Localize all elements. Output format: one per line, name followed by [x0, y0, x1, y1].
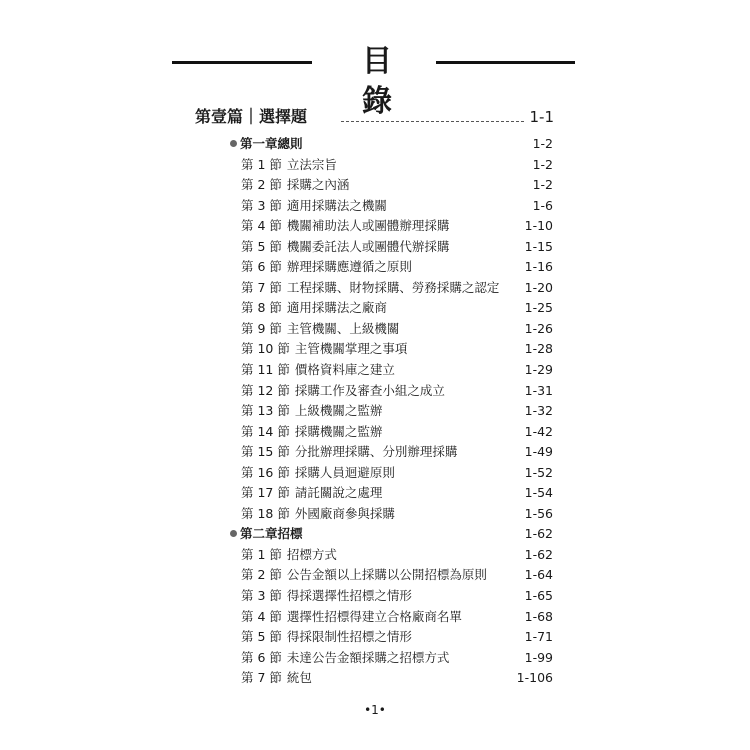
entry-heading [241, 485, 382, 500]
entry-number: 第 4 節 [241, 608, 282, 624]
entry-title: 總則 [277, 136, 303, 151]
section-entry[interactable] [230, 627, 555, 648]
entry-title: 工程採購、財物採購、勞務採購之認定 [286, 279, 500, 295]
section-entry[interactable] [230, 504, 555, 525]
section-entry[interactable] [230, 463, 555, 484]
entry-number: 第 16 節 [241, 464, 290, 480]
entry-heading [241, 198, 387, 213]
section-entry[interactable] [230, 298, 555, 319]
entry-title: 未達公告金額採購之招標方式 [286, 649, 450, 665]
entry-heading [241, 177, 349, 192]
heading-rule-left [172, 61, 312, 64]
bullet-icon [230, 140, 237, 147]
part-entry[interactable] [195, 106, 554, 128]
entry-title: 採購之內涵 [286, 177, 350, 193]
section-entry[interactable] [230, 442, 555, 463]
part-label: 第壹篇｜選擇題 [195, 107, 308, 126]
entry-page-number: 1-42 [524, 423, 553, 439]
section-entry[interactable] [230, 319, 555, 340]
section-entry[interactable] [230, 565, 555, 586]
section-entry[interactable] [230, 607, 555, 628]
entry-title: 公告金額以上採購以公開招標為原則 [286, 567, 487, 583]
entry-number: 第 15 節 [241, 444, 290, 460]
entry-number: 第 5 節 [241, 238, 282, 254]
entry-title: 主管機關掌理之事項 [294, 341, 408, 357]
entry-title: 採購人員迴避原則 [294, 464, 395, 480]
dot-leader [341, 121, 524, 122]
entry-title: 得採選擇性招標之情形 [286, 588, 412, 604]
section-entry[interactable] [230, 278, 555, 299]
entry-number: 第 14 節 [241, 423, 290, 439]
entry-heading [241, 383, 445, 398]
entry-page-number: 1-16 [524, 259, 553, 275]
entry-number: 第 5 節 [241, 629, 282, 645]
entry-page-number: 1-54 [524, 485, 553, 501]
section-entry[interactable] [230, 668, 555, 689]
entry-number: 第 18 節 [241, 505, 290, 521]
entry-number: 第 6 節 [241, 649, 282, 665]
entry-number: 第 10 節 [241, 341, 290, 357]
heading-rule-right [436, 61, 575, 64]
entry-page-number: 1-62 [524, 526, 553, 542]
entry-heading [241, 341, 407, 356]
entry-page-number: 1-26 [524, 320, 553, 336]
entry-page-number: 1-106 [516, 670, 553, 686]
entry-heading [241, 239, 449, 254]
entry-number: 第 8 節 [241, 300, 282, 316]
entry-page-number: 1-25 [524, 300, 553, 316]
entry-page-number: 1-64 [524, 567, 553, 583]
entry-title: 主管機關、上級機關 [286, 320, 400, 336]
entry-number: 第 6 節 [241, 259, 282, 275]
entry-number: 第 1 節 [241, 546, 282, 562]
entry-page-number: 1-15 [524, 238, 553, 254]
entry-title: 招標方式 [286, 546, 337, 562]
entry-number: 第一章 [240, 136, 278, 151]
section-entry[interactable] [230, 381, 555, 402]
entry-title: 分批辦理採購、分別辦理採購 [294, 444, 458, 460]
entry-title: 機關補助法人或團體辦理採購 [286, 218, 450, 234]
entry-number: 第 7 節 [241, 670, 282, 686]
section-entry[interactable] [230, 648, 555, 669]
part-page-number: 1-1 [529, 108, 554, 126]
entry-page-number: 1-56 [524, 505, 553, 521]
section-entry[interactable] [230, 237, 555, 258]
entry-heading [241, 629, 412, 644]
entry-number: 第 17 節 [241, 485, 290, 501]
entry-title: 機關委託法人或團體代辦採購 [286, 238, 450, 254]
section-entry[interactable] [230, 216, 555, 237]
bullet-icon [230, 530, 237, 537]
entry-heading [241, 567, 487, 582]
entry-title: 統包 [286, 670, 312, 686]
entry-title: 得採限制性招標之情形 [286, 629, 412, 645]
entry-number: 第 4 節 [241, 218, 282, 234]
entry-page-number: 1-29 [524, 362, 553, 378]
entry-page-number: 1-2 [532, 136, 553, 151]
page-title: 目 錄 [362, 44, 412, 119]
page-number-footer: •1• [364, 703, 386, 717]
section-entry[interactable] [230, 339, 555, 360]
entry-number: 第 11 節 [241, 362, 290, 378]
entry-title: 立法宗旨 [286, 156, 337, 172]
entry-title: 採購工作及審查小組之成立 [294, 382, 445, 398]
entry-number: 第 3 節 [241, 588, 282, 604]
entry-heading [241, 403, 382, 418]
entry-heading [241, 547, 337, 562]
section-entry[interactable] [230, 422, 555, 443]
section-entry[interactable] [230, 483, 555, 504]
entry-page-number: 1-49 [524, 444, 553, 460]
entry-heading [230, 526, 303, 541]
entry-heading [241, 280, 499, 295]
entry-page-number: 1-2 [532, 156, 553, 172]
entry-heading [241, 650, 449, 665]
entry-title: 適用採購法之機關 [286, 197, 387, 213]
entry-page-number: 1-68 [524, 608, 553, 624]
chapter-entry[interactable] [230, 134, 555, 155]
entry-title: 招標 [277, 526, 303, 542]
entry-heading [241, 609, 462, 624]
entry-title: 辦理採購應遵循之原則 [286, 259, 412, 275]
entry-heading [241, 670, 312, 685]
entry-page-number: 1-2 [532, 177, 553, 193]
section-entry[interactable] [230, 545, 555, 566]
entry-title: 價格資料庫之建立 [294, 362, 395, 378]
entry-title: 請託關說之處理 [294, 485, 383, 501]
entry-page-number: 1-62 [524, 546, 553, 562]
entry-heading [230, 136, 303, 151]
entry-title: 選擇性招標得建立合格廠商名單 [286, 608, 462, 624]
entry-number: 第 13 節 [241, 403, 290, 419]
entry-heading [241, 465, 395, 480]
entry-page-number: 1-71 [524, 629, 553, 645]
entry-number: 第二章 [240, 526, 278, 542]
entry-heading [241, 444, 457, 459]
section-entry[interactable] [230, 155, 555, 176]
section-entry[interactable] [230, 586, 555, 607]
entry-title: 上級機關之監辦 [294, 403, 383, 419]
entry-page-number: 1-31 [524, 382, 553, 398]
section-entry[interactable] [230, 196, 555, 217]
entry-page-number: 1-6 [532, 197, 553, 213]
section-entry[interactable] [230, 257, 555, 278]
entry-number: 第 1 節 [241, 156, 282, 172]
entry-heading [241, 321, 399, 336]
entry-page-number: 1-20 [524, 279, 553, 295]
entry-heading [241, 506, 395, 521]
section-entry[interactable] [230, 175, 555, 196]
entry-number: 第 3 節 [241, 197, 282, 213]
entry-page-number: 1-65 [524, 588, 553, 604]
toc-list [230, 134, 555, 689]
chapter-entry[interactable] [230, 524, 555, 545]
entry-heading [241, 259, 412, 274]
entry-page-number: 1-28 [524, 341, 553, 357]
entry-number: 第 2 節 [241, 567, 282, 583]
entry-heading [241, 424, 382, 439]
entry-title: 適用採購法之廠商 [286, 300, 387, 316]
entry-title: 採購機關之監辦 [294, 423, 383, 439]
entry-heading [241, 362, 395, 377]
entry-heading [241, 588, 412, 603]
entry-page-number: 1-99 [524, 649, 553, 665]
entry-number: 第 7 節 [241, 279, 282, 295]
entry-page-number: 1-52 [524, 464, 553, 480]
section-entry[interactable] [230, 401, 555, 422]
entry-heading [241, 157, 337, 172]
section-entry[interactable] [230, 360, 555, 381]
entry-number: 第 2 節 [241, 177, 282, 193]
entry-page-number: 1-10 [524, 218, 553, 234]
entry-number: 第 12 節 [241, 382, 290, 398]
entry-number: 第 9 節 [241, 320, 282, 336]
entry-page-number: 1-32 [524, 403, 553, 419]
entry-title: 外國廠商參與採購 [294, 505, 395, 521]
entry-heading [241, 300, 387, 315]
entry-heading [241, 218, 449, 233]
